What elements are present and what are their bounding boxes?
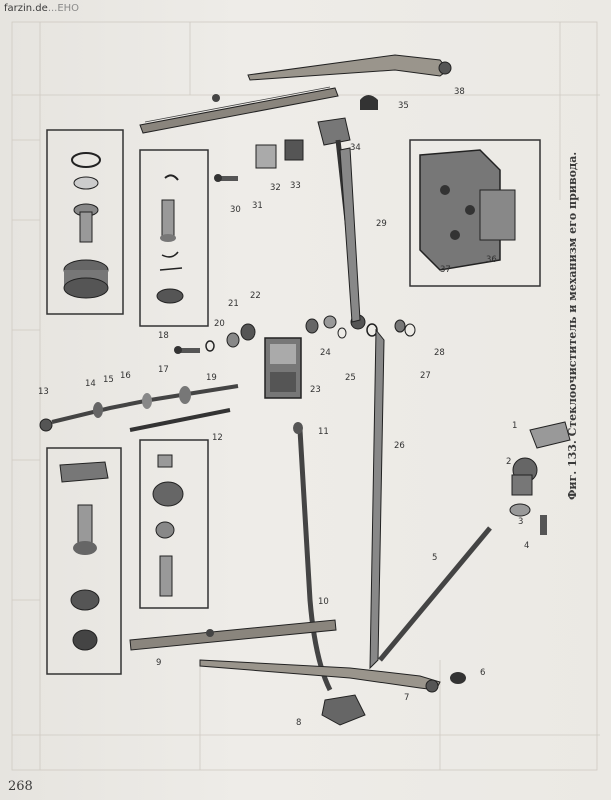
label-8: 8 xyxy=(296,718,302,728)
inset-upper-left-parts xyxy=(64,153,108,298)
link-29 xyxy=(340,148,360,322)
inset-box-lower-mid xyxy=(140,440,208,608)
inset-lower-left-parts xyxy=(60,462,108,650)
label-37: 37 xyxy=(440,265,451,275)
label-34: 34 xyxy=(350,143,361,153)
part-12-rod xyxy=(130,410,230,430)
label-13: 13 xyxy=(38,387,49,397)
label-31: 31 xyxy=(252,201,263,211)
part-4-screw xyxy=(540,515,547,535)
label-26: 26 xyxy=(394,441,405,451)
drive-cable-5 xyxy=(380,528,490,660)
label-3: 3 xyxy=(518,517,524,527)
drive-cable-left xyxy=(40,386,238,431)
part-18-screw xyxy=(174,346,200,354)
label-11: 11 xyxy=(318,427,329,437)
inset-lower-mid-parts xyxy=(153,455,183,596)
label-15: 15 xyxy=(103,375,114,385)
label-27: 27 xyxy=(420,371,431,381)
part-35-cap xyxy=(360,95,378,110)
label-17: 17 xyxy=(158,365,169,375)
label-20: 20 xyxy=(214,319,225,329)
label-16: 16 xyxy=(120,371,131,381)
drive-cable-center xyxy=(300,430,330,690)
part-3-plate xyxy=(510,504,530,516)
part-33-plate xyxy=(285,140,303,160)
label-12: 12 xyxy=(212,433,223,443)
label-35: 35 xyxy=(398,101,409,111)
figure-caption: Фиг. 133. Стеклоочиститель и механизм его привода. xyxy=(566,151,579,500)
label-25: 25 xyxy=(345,373,356,383)
label-10: 10 xyxy=(318,597,329,607)
part-8-pivot xyxy=(322,695,365,725)
label-14: 14 xyxy=(85,379,96,389)
label-4: 4 xyxy=(524,541,530,551)
upper-wiper-blade xyxy=(140,87,338,133)
part-2-housing xyxy=(512,458,537,495)
label-38: 38 xyxy=(454,87,465,97)
label-22: 22 xyxy=(250,291,261,301)
lower-wiper-blade xyxy=(130,620,336,650)
label-36: 36 xyxy=(486,255,497,265)
upper-wiper-arm xyxy=(248,55,451,80)
label-2: 2 xyxy=(506,457,512,467)
label-1: 1 xyxy=(512,421,518,431)
label-9: 9 xyxy=(156,658,162,668)
inset-upper-right-bracket xyxy=(420,150,515,270)
label-19: 19 xyxy=(206,373,217,383)
part-32-plate xyxy=(256,145,276,168)
part-6-cap xyxy=(450,672,466,684)
label-5: 5 xyxy=(432,553,438,563)
label-29: 29 xyxy=(376,219,387,229)
label-30: 30 xyxy=(230,205,241,215)
label-33: 33 xyxy=(290,181,301,191)
label-7: 7 xyxy=(404,693,410,703)
background-table-grid xyxy=(12,22,600,770)
gear-housing-23 xyxy=(265,338,301,398)
page-number: 268 xyxy=(8,779,33,794)
part-30-screw xyxy=(214,174,238,182)
drive-link-26 xyxy=(370,330,384,668)
part-11-nut xyxy=(293,422,303,434)
label-24: 24 xyxy=(320,348,331,358)
watermark-text: farzin.de xyxy=(4,3,48,14)
label-32: 32 xyxy=(270,183,281,193)
label-18: 18 xyxy=(158,331,169,341)
label-21: 21 xyxy=(228,299,239,309)
label-6: 6 xyxy=(480,668,486,678)
part-1-gasket xyxy=(530,422,570,448)
label-23: 23 xyxy=(310,385,321,395)
watermark-suffix: ...ЕНО xyxy=(47,3,80,14)
inset-mid-left-parts xyxy=(157,175,183,303)
label-28: 28 xyxy=(434,348,445,358)
